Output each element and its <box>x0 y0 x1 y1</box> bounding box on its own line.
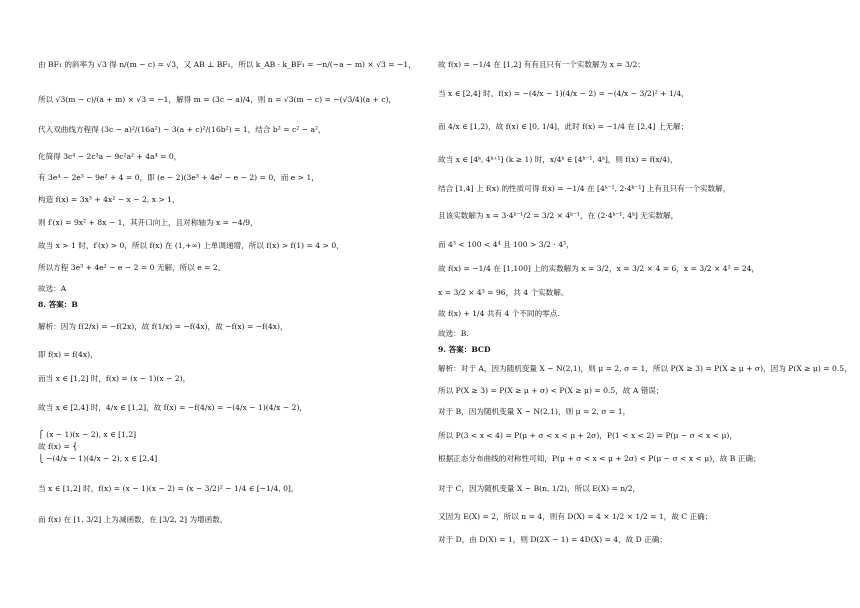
solution-line: 当 x ∈ [2,4] 时，f(x) = −(4/x − 1)(4/x − 2) = −(4/x − 3/2)² + 1/4， <box>438 89 689 98</box>
solution-line: ⎧ (x − 1)(x − 2), x ∈ [1,2] <box>38 430 137 439</box>
solution-line: 即 f(x) = f(4x)， <box>38 350 98 359</box>
solution-line: 对于 B，因为随机变量 X ~ N(2,1)，则 μ = 2, σ = 1， <box>438 407 631 416</box>
solution-line: 而 f(x) 在 [1, 3/2] 上为减函数，在 [3/2, 2] 为增函数， <box>38 515 228 524</box>
solution-line: 又因为 E(X) = 2，所以 n = 4，则有 D(X) = 4 × 1/2 × 1/2 = 1，故 C 正确； <box>438 512 713 521</box>
solution-line: 对于 C，因为随机变量 X ~ B(n, 1/2)，所以 E(X) = n/2， <box>438 484 641 493</box>
answer-heading: 9. 答案：BCD <box>438 345 491 354</box>
solution-line: 故 f(x) = −1/4 在 [1,2] 有有且只有一个实数解为 x = 3/2； <box>438 60 645 69</box>
solution-line: 故选：B. <box>438 329 469 338</box>
solution-line: 而 4³ < 100 < 4⁴ 且 100 > 3/2 · 4³， <box>438 240 574 249</box>
solution-line: 所以 P(X ≥ 3) = P(X ≥ μ + σ) < P(X ≥ μ) = 0.5，故 A 错误； <box>438 386 664 395</box>
solution-line: 故 f(x) = −1/4 在 [1,100] 上的实数解为 x = 3/2，x = 3/2 × 4 = 6，x = 3/2 × 4² = 24， <box>438 264 760 273</box>
solution-line: 且该实数解为 x = 3·4ᵏ⁻¹/2 = 3/2 × 4ᵏ⁻¹，在 (2·4ᵏ⁻¹, 4ᵏ] 无实数解， <box>438 211 679 220</box>
solution-line: 故当 x > 1 时，f′(x) > 0，所以 f(x) 在 (1,+∞) 上单调递增，所以 f(x) > f(1) = 4 > 0， <box>38 241 344 250</box>
solution-line: x = 3/2 × 4³ = 96，共 4 个实数解。 <box>438 288 569 297</box>
solution-line: 则 f′(x) = 9x² + 8x − 1，其开口向上，且对称轴为 x = −4/9， <box>38 218 258 227</box>
solution-line: 当 x ∈ [1,2] 时，f(x) = (x − 1)(x − 2) = (x − 3/2)² − 1/4 ∈ [−1/4, 0]， <box>38 484 299 493</box>
solution-line: 故当 x ∈ [4ᵏ, 4ᵏ⁺¹] (k ≥ 1) 时，x/4ᵏ ∈ [4ᵏ⁻¹, 4ᵏ]，则 f(x) = f(x/4)， <box>438 155 678 164</box>
answer-heading: 8. 答案：B <box>38 300 78 309</box>
solution-line: 结合 [1,4] 上 f(x) 的性质可得 f(x) = −1/4 在 [4ᵏ⁻¹, 2·4ᵏ⁻¹] 上有且只有一个实数解， <box>438 184 731 193</box>
solution-line: 故选：A <box>38 284 67 293</box>
solution-line: 代入双曲线方程得 (3c − a)²/(16a²) − 3(a + c)²/(16b²) = 1，结合 b² = c² − a²， <box>38 125 326 134</box>
solution-line: 所以方程 3e³ + 4e² − e − 2 = 0 无解，所以 e = 2。 <box>38 263 226 272</box>
solution-line: 所以 √3(m − c)/(a + m) × √3 = −1，解得 m = (3c − a)/4，则 n = √3(m − c) = −(√3/4)(a + c)， <box>38 95 397 104</box>
solution-line: ⎩ −(4/x − 1)(4/x − 2), x ∈ [2,4] <box>38 454 158 463</box>
solution-line: 根据正态分布曲线的对称性可知，P(μ + σ < x < μ + 2σ) < P(μ − σ < x < μ)，故 B 正确； <box>438 454 761 463</box>
solution-line: 解析：因为 f(2/x) = −f(2x)，故 f(1/x) = −f(4x)，故 −f(x) = −f(4x)， <box>38 322 288 331</box>
solution-line: 所以 P(3 < x < 4) = P(μ + σ < x < μ + 2σ)，P(1 < x < 2) = P(μ − σ < x < μ)， <box>438 431 737 440</box>
solution-line: 故 f(x) + 1/4 共有 4 个不同的零点. <box>438 309 560 318</box>
solution-line: 对于 D，由 D(X) = 1，则 D(2X − 1) = 4D(X) = 4，故 D 正确； <box>438 535 667 544</box>
solution-line: 而当 x ∈ [1,2] 时，f(x) = (x − 1)(x − 2)， <box>38 374 191 383</box>
solution-line: 化简得 3c⁴ − 2c³a − 9c²a² + 4a⁴ = 0， <box>38 152 182 161</box>
solution-line: 构造 f(x) = 3x³ + 4x² − x − 2, x > 1， <box>38 195 180 204</box>
solution-line: 故当 x ∈ [2,4] 时，4/x ∈ [1,2]，故 f(x) = −f(4/x) = −(4/x − 1)(4/x − 2)， <box>38 403 308 412</box>
solution-line: 故 f(x) = ⎨ <box>38 442 78 451</box>
solution-line: 解析：对于 A，因为随机变量 X ~ N(2,1)，则 μ = 2, σ = 1，所以 P(X ≥ 3) = P(X ≥ μ + σ)，因为 P(X ≥ μ) = 0.5， <box>438 364 852 373</box>
solution-line: 而 4/x ∈ [1,2)，故 f(x) ∈ [0, 1/4]，此时 f(x) = −1/4 在 [2,4] 上无解； <box>438 122 689 131</box>
solution-line: 由 BF₁ 的斜率为 √3 得 n/(m − c) = √3，又 AB ⊥ BF₁，所以 k_AB · k_BF₁ = −n/(−a − m) × √3 = −1， <box>38 60 416 69</box>
solution-line: 有 3e⁴ − 2e³ − 9e² + 4 = 0，即 (e − 2)(3e³ + 4e² − e − 2) = 0，而 e > 1， <box>38 173 319 182</box>
